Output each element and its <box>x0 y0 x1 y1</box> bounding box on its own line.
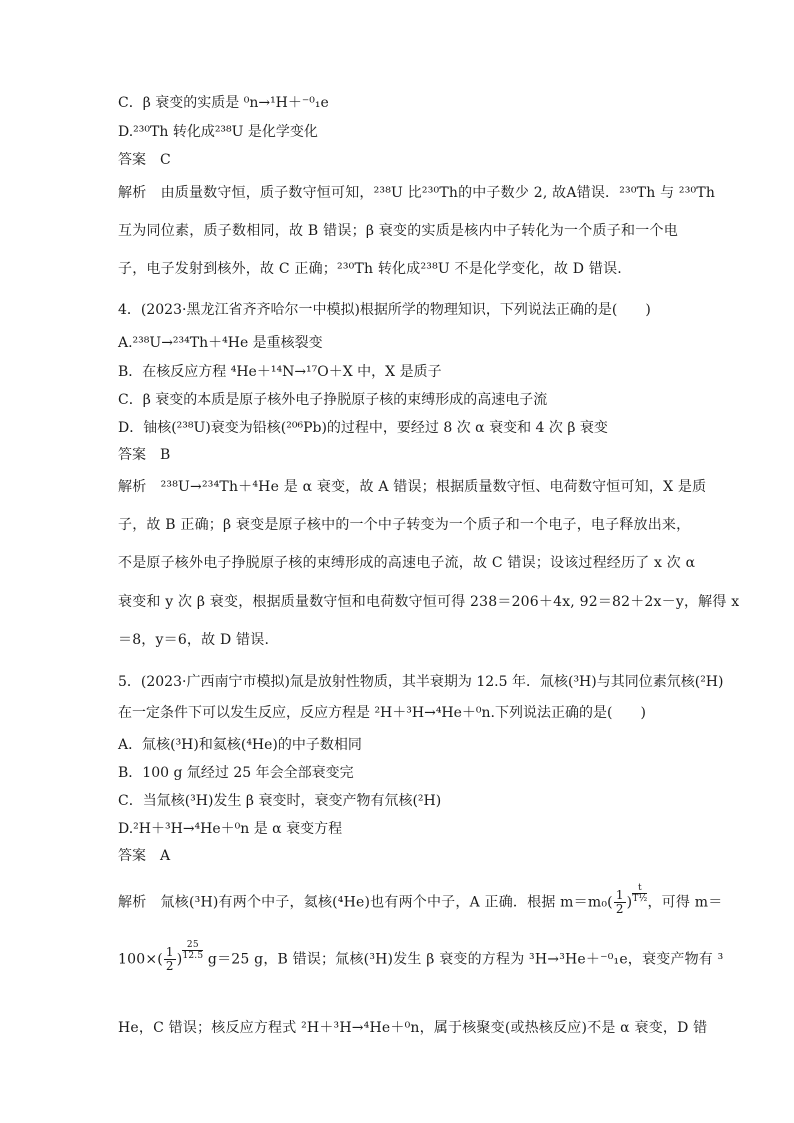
fraction-denominator: 2 <box>165 959 174 974</box>
option-b-line: B．100 g 氚经过 25 年会全部衰变完 <box>118 765 354 781</box>
option-c-line: C．β 衰变的本质是原子核外电子挣脱原子核的束缚形成的高速电子流 <box>118 392 548 408</box>
option-d-line: D.²H＋³H→⁴He＋⁰n 是 α 衰变方程 <box>118 821 343 837</box>
explanation-line: 互为同位素，质子数相同，故 B 错误；β 衰变的实质是核内中子转化为一个质子和一个电 <box>118 223 678 239</box>
exponent-numerator: 25 <box>182 940 203 951</box>
answer-line: 答案 A <box>118 848 171 864</box>
option-a-line: A．氚核(³H)和氦核(⁴He)的中子数相同 <box>118 737 362 753</box>
fraction-denominator: 2 <box>615 902 624 917</box>
exponent <box>632 883 647 904</box>
exponent <box>182 940 203 961</box>
answer-line: 答案 C <box>118 152 171 168</box>
option-d-line: D.²³⁰Th 转化成²³⁸U 是化学变化 <box>118 124 318 140</box>
option-c-line: C．β 衰变的实质是 ⁰n→¹H＋⁻⁰₁e <box>118 95 329 111</box>
option-c-line: C．当氚核(³H)发生 β 衰变时，衰变产物有氘核(²H) <box>118 793 442 809</box>
question-5-stem: 在一定条件下可以发生反应，反应方程是 ²H＋³H→⁴He＋⁰n.下列说法正确的是( ) <box>118 705 646 721</box>
explanation-formula-line: 解析 氚核(³H)有两个中子，氦核(⁴He)也有两个中子，A 正确．根据 m＝m₀( $\frac{1}{2}$ ) $\frac{t}{\text{T½}}$ ，可得 m＝ <box>118 883 723 917</box>
explanation-line: 不是原子核外电子挣脱原子核的束缚形成的高速电子流，故 C 错误；设该过程经历了 x 次 α <box>118 555 696 571</box>
explanation-line: 子，故 B 正确；β 衰变是原子核中的一个中子转变为一个质子和一个电子，电子释放出来， <box>118 517 691 533</box>
fraction-numerator: 1 <box>615 888 624 903</box>
question-4-stem: 4．(2023·黑龙江省齐齐哈尔一中模拟)根据所学的物理知识，下列说法正确的是( ) <box>118 302 651 318</box>
option-b-line: B．在核反应方程 ⁴He＋¹⁴N→¹⁷O＋X 中，X 是质子 <box>118 364 442 380</box>
fraction <box>164 946 176 973</box>
explanation-line: 子，电子发射到核外，故 C 正确；²³⁰Th 转化成²³⁸U 不是化学变化，故 D 错误. <box>118 261 622 277</box>
answer-line: 答案 B <box>118 447 171 463</box>
explanation-line: ＝8，y＝6，故 D 错误. <box>118 632 270 648</box>
exponent-denominator: T½ <box>632 894 648 904</box>
explanation-line: He，C 错误；核反应方程式 ²H＋³H→⁴He＋⁰n，属于核聚变(或热核反应)不是 α 衰变，D 错 <box>118 1020 708 1036</box>
exponent-numerator: t <box>632 883 647 894</box>
formula-text: 100×( <box>118 951 163 968</box>
explanation-line: 解析 由质量数守恒，质子数守恒可知，²³⁸U 比²³⁰Th的中子数少 2, 故A错误．²³⁰Th 与 ²³⁰Th <box>118 185 716 201</box>
explanation-line: 衰变和 y 次 β 衰变，根据质量数守恒和电荷数守恒可得 238＝206＋4x, 92＝82＋2x－y，解得 x <box>118 594 740 610</box>
option-a-line: A.²³⁸U→²³⁴Th＋⁴He 是重核裂变 <box>118 335 323 351</box>
formula-text: g＝25 g，B 错误；氚核(³H)发生 β 衰变的方程为 ³H→³He＋⁻⁰₁e，衰变产物有 ³ <box>203 951 724 968</box>
question-5-stem: 5．(2023·广西南宁市模拟)氚是放射性物质，其半衰期为 12.5 年．氚核(³H)与其同位素氘核(²H) <box>118 674 724 690</box>
explanation-formula-line: 100×( $\frac{1}{2}$ ) $\frac{25}{12.5}$ g＝25 g，B 错误；氚核(³H)发生 β 衰变的方程为 ³H→³He＋⁻⁰₁e，衰变产物有 ³ <box>118 940 724 974</box>
exponent-denominator: 12.5 <box>182 951 204 961</box>
fraction <box>614 889 626 916</box>
explanation-line: 解析 ²³⁸U→²³⁴Th＋⁴He 是 α 衰变，故 A 错误；根据质量数守恒、电荷数守恒可知，X 是质 <box>118 479 707 495</box>
formula-text: ，可得 m＝ <box>647 894 723 911</box>
option-d-line: D．铀核(²³⁸U)衰变为铅核(²⁰⁶Pb)的过程中，要经过 8 次 α 衰变和 4 次 β 衰变 <box>118 420 608 436</box>
formula-text: 解析 氚核(³H)有两个中子，氦核(⁴He)也有两个中子，A 正确．根据 m＝m₀( <box>118 894 613 911</box>
fraction-numerator: 1 <box>165 945 174 960</box>
